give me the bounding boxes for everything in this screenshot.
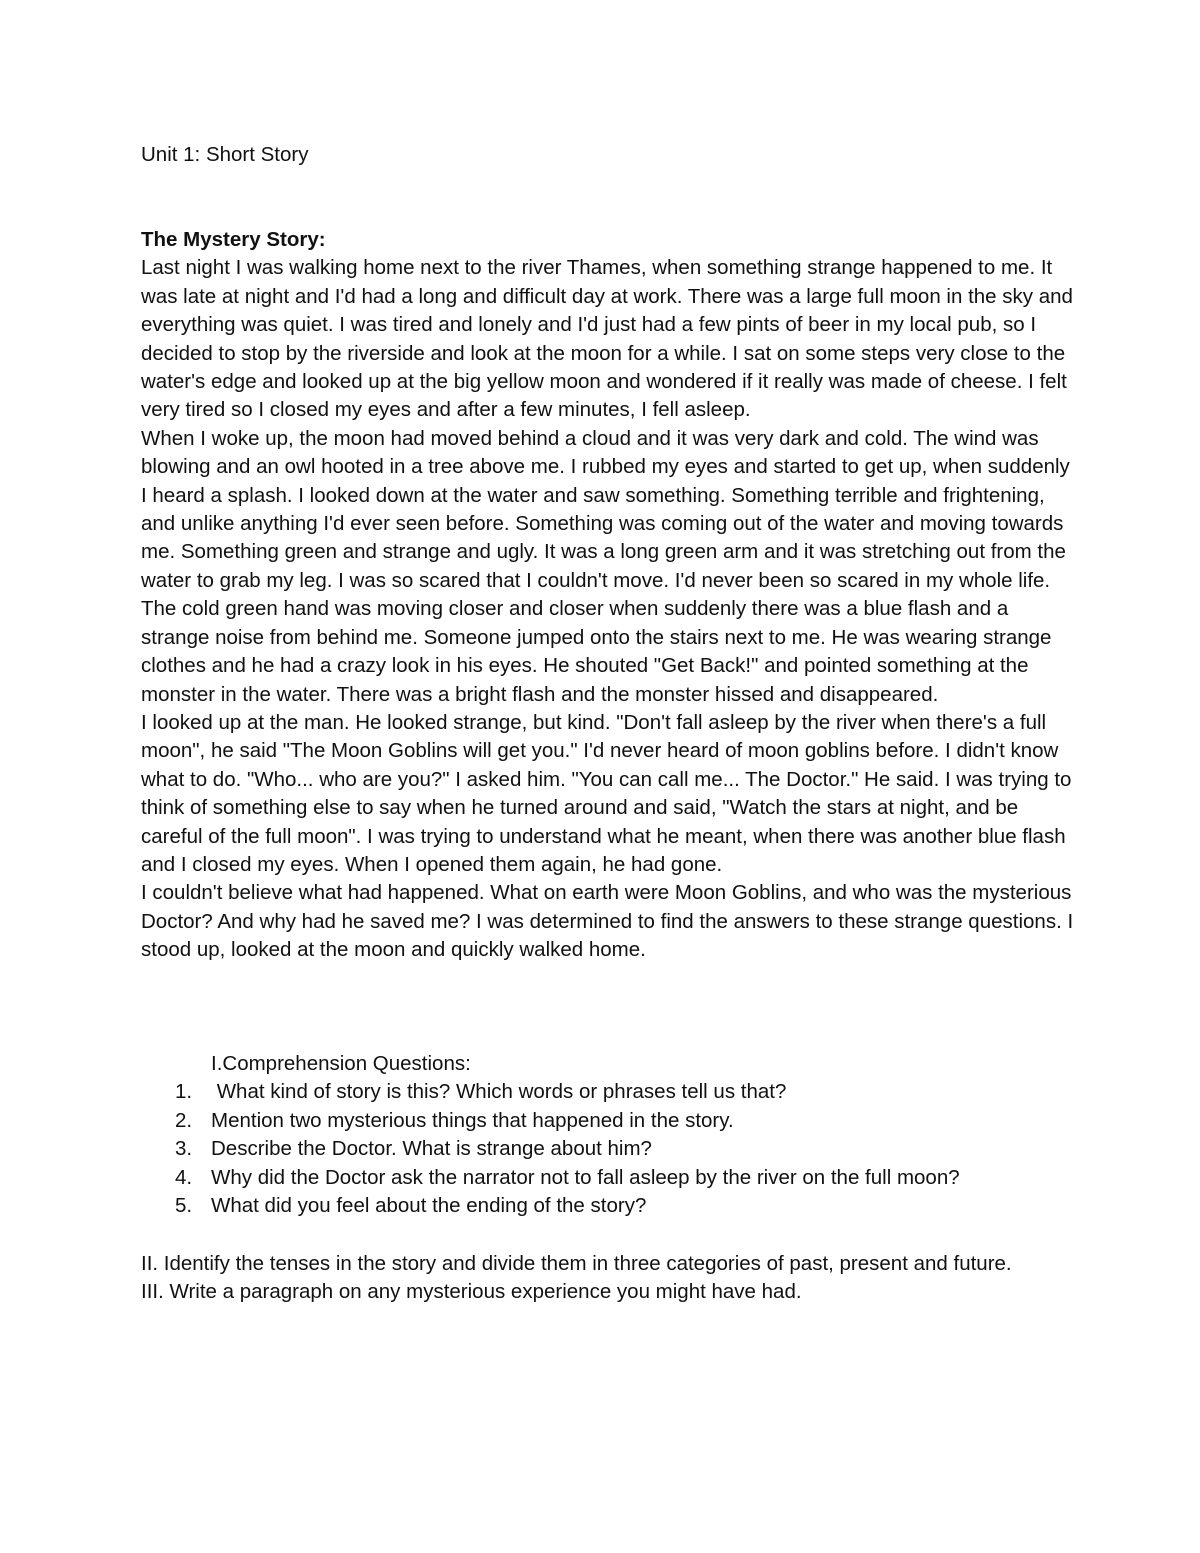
question-item xyxy=(141,1135,1081,1163)
comprehension-questions xyxy=(141,1050,1081,1220)
story-heading: The Mystery Story: xyxy=(141,228,326,251)
question-text: Describe the Doctor. What is strange about him? xyxy=(211,1137,652,1161)
question-text: Why did the Doctor ask the narrator not to fall asleep by the river on the full moon? xyxy=(211,1165,960,1189)
story-paragraph-3: I looked up at the man. He looked strange, but kind. "Don't fall asleep by the river when there's a full moon", he said "The Moon Goblins will get you." I'd never heard of moon goblins before. I didn't know what to do. "Who... who are you?" I asked him. "You can call me... The Doctor." He said. I was trying to think of something else to say when he turned around and said, "Watch the stars at night, and be careful of the full moon". I was trying to understand what he meant, when there was another blue flash and I closed my eyes. When I opened them again, he had gone. xyxy=(141,710,1072,876)
question-number: 3. xyxy=(175,1137,193,1161)
tasks-section xyxy=(141,1250,1081,1307)
story-paragraph-2: When I woke up, the moon had moved behind a cloud and it was very dark and cold. The wind was blowing and an owl hooted in a tree above me. I rubbed my eyes and started to get up, when suddenly I heard a splash. I looked down at the water and saw something. Something terrible and frightening, and unlike anything I'd ever seen before. Something was coming out of the water and moving towards me. Something green and strange and ugly. It was a long green arm and it was stretching out from the water to grab my leg. I was so scared that I couldn't move. I'd never been so scared in my whole life. The cold green hand was moving closer and closer when suddenly there was a blue flash and a strange noise from behind me. Someone jumped onto the stairs next to me. He was wearing strange clothes and he had a crazy look in his eyes. He shouted "Get Back!" and pointed something at the monster in the water. There was a bright flash and the monster hissed and disappeared. xyxy=(141,426,1070,706)
question-item xyxy=(141,1107,1081,1135)
task-write-paragraph: III. Write a paragraph on any mysterious experience you might have had. xyxy=(141,1280,802,1304)
question-text: Mention two mysterious things that happened in the story. xyxy=(211,1108,734,1132)
story-paragraph-1: Last night I was walking home next to the river Thames, when something strange happened to me. It was late at night and I'd had a long and difficult day at work. There was a large full moon in the sky and everything was quiet. I was tired and lonely and I'd just had a few pints of beer in my local pub, so I decided to stop by the riverside and look at the moon for a while. I sat on some steps very close to the water's edge and looked up at the big yellow moon and wondered if it really was made of cheese. I felt very tired so I closed my eyes and after a few minutes, I fell asleep. xyxy=(141,256,1073,422)
question-list xyxy=(141,1078,1081,1220)
comprehension-heading: I.Comprehension Questions: xyxy=(211,1052,471,1075)
story-section xyxy=(141,226,1081,965)
question-number: 1. xyxy=(175,1080,193,1104)
question-number: 5. xyxy=(175,1194,193,1218)
question-number: 4. xyxy=(175,1165,193,1189)
unit-title: Unit 1: Short Story xyxy=(141,143,309,166)
task-identify-tenses: II. Identify the tenses in the story and divide them in three categories of past, present and future. xyxy=(141,1252,1012,1275)
question-number: 2. xyxy=(175,1108,193,1132)
question-item xyxy=(141,1164,1081,1192)
question-text: What kind of story is this? Which words or phrases tell us that? xyxy=(211,1080,787,1104)
question-item xyxy=(141,1078,1081,1106)
question-item xyxy=(141,1192,1081,1220)
question-text: What did you feel about the ending of the story? xyxy=(211,1194,647,1218)
story-paragraph-4: I couldn't believe what had happened. What on earth were Moon Goblins, and who was the mysterious Doctor? And why had he saved me? I was determined to find the answers to these strange questions. I stood up, looked at the moon and quickly walked home. xyxy=(141,881,1074,962)
